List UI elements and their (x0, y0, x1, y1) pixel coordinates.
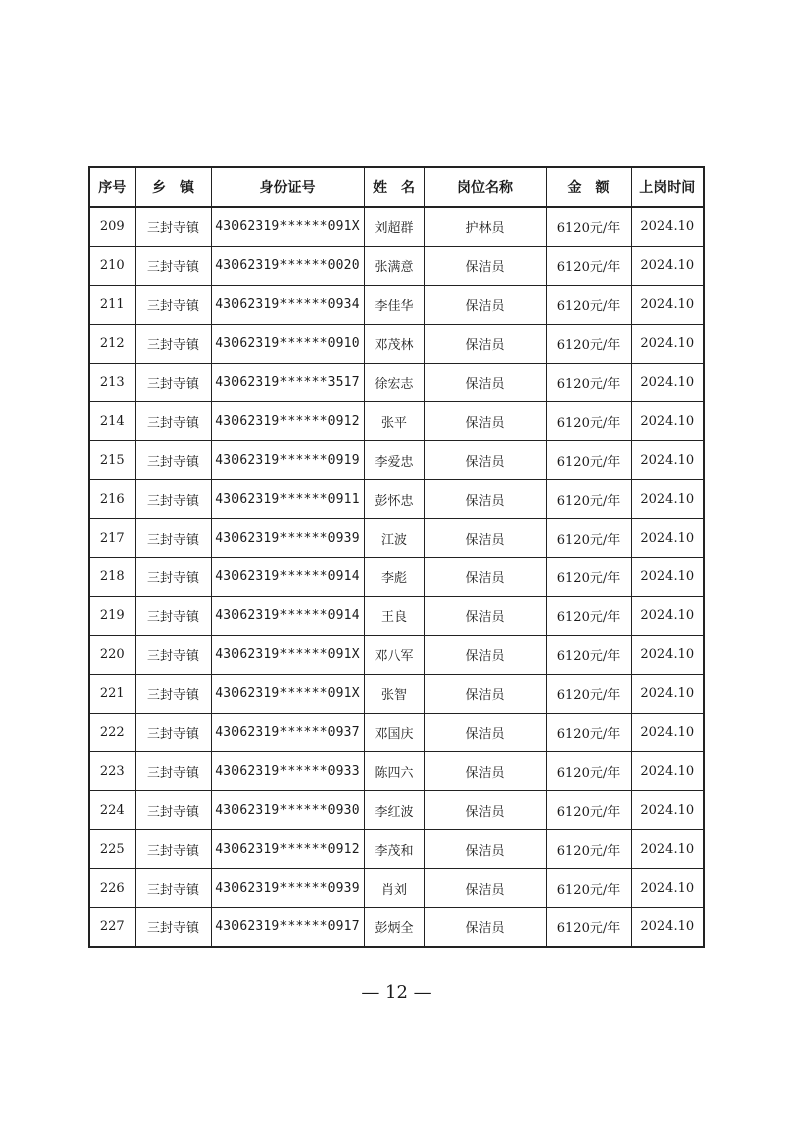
cell-town: 三封寺镇 (135, 791, 211, 830)
table-row (89, 674, 704, 713)
cell-town: 三封寺镇 (135, 596, 211, 635)
header-town: 乡 镇 (135, 167, 211, 207)
cell-amount: 6120元/年 (546, 635, 631, 674)
cell-position: 保洁员 (424, 285, 546, 324)
cell-name: 彭炳全 (364, 908, 424, 947)
cell-position: 保洁员 (424, 713, 546, 752)
cell-seq: 218 (89, 558, 135, 597)
cell-town: 三封寺镇 (135, 713, 211, 752)
cell-start-date: 2024.10 (631, 869, 704, 908)
table-row (89, 480, 704, 519)
cell-position: 保洁员 (424, 830, 546, 869)
cell-start-date: 2024.10 (631, 363, 704, 402)
cell-id-number: 43062319******3517 (211, 363, 364, 402)
cell-town: 三封寺镇 (135, 285, 211, 324)
cell-seq: 213 (89, 363, 135, 402)
cell-name: 张满意 (364, 246, 424, 285)
cell-town: 三封寺镇 (135, 480, 211, 519)
cell-position: 保洁员 (424, 558, 546, 597)
cell-start-date: 2024.10 (631, 246, 704, 285)
cell-seq: 212 (89, 324, 135, 363)
cell-seq: 227 (89, 908, 135, 947)
cell-town: 三封寺镇 (135, 635, 211, 674)
cell-name: 江波 (364, 519, 424, 558)
cell-amount: 6120元/年 (546, 558, 631, 597)
cell-town: 三封寺镇 (135, 363, 211, 402)
cell-start-date: 2024.10 (631, 480, 704, 519)
cell-start-date: 2024.10 (631, 324, 704, 363)
header-position: 岗位名称 (424, 167, 546, 207)
table-row (89, 324, 704, 363)
cell-amount: 6120元/年 (546, 869, 631, 908)
cell-seq: 217 (89, 519, 135, 558)
cell-name: 邓茂林 (364, 324, 424, 363)
cell-start-date: 2024.10 (631, 596, 704, 635)
cell-id-number: 43062319******0937 (211, 713, 364, 752)
cell-town: 三封寺镇 (135, 441, 211, 480)
table-row (89, 596, 704, 635)
cell-start-date: 2024.10 (631, 713, 704, 752)
cell-town: 三封寺镇 (135, 558, 211, 597)
cell-town: 三封寺镇 (135, 674, 211, 713)
cell-amount: 6120元/年 (546, 752, 631, 791)
cell-name: 徐宏志 (364, 363, 424, 402)
cell-id-number: 43062319******0914 (211, 558, 364, 597)
cell-id-number: 43062319******0919 (211, 441, 364, 480)
cell-position: 保洁员 (424, 596, 546, 635)
cell-position: 护林员 (424, 207, 546, 246)
cell-town: 三封寺镇 (135, 402, 211, 441)
cell-start-date: 2024.10 (631, 908, 704, 947)
cell-town: 三封寺镇 (135, 908, 211, 947)
cell-id-number: 43062319******0912 (211, 830, 364, 869)
cell-name: 李茂和 (364, 830, 424, 869)
cell-id-number: 43062319******0933 (211, 752, 364, 791)
header-name: 姓 名 (364, 167, 424, 207)
cell-position: 保洁员 (424, 674, 546, 713)
cell-name: 李佳华 (364, 285, 424, 324)
cell-start-date: 2024.10 (631, 519, 704, 558)
cell-name: 张平 (364, 402, 424, 441)
cell-position: 保洁员 (424, 480, 546, 519)
cell-name: 李彪 (364, 558, 424, 597)
cell-amount: 6120元/年 (546, 246, 631, 285)
cell-start-date: 2024.10 (631, 441, 704, 480)
cell-start-date: 2024.10 (631, 830, 704, 869)
cell-amount: 6120元/年 (546, 363, 631, 402)
cell-id-number: 43062319******0934 (211, 285, 364, 324)
cell-amount: 6120元/年 (546, 207, 631, 246)
cell-amount: 6120元/年 (546, 402, 631, 441)
table-row (89, 207, 704, 246)
cell-seq: 225 (89, 830, 135, 869)
cell-name: 张智 (364, 674, 424, 713)
table-row (89, 908, 704, 947)
header-id-number: 身份证号 (211, 167, 364, 207)
cell-id-number: 43062319******0912 (211, 402, 364, 441)
cell-position: 保洁员 (424, 869, 546, 908)
cell-name: 陈四六 (364, 752, 424, 791)
table-row (89, 752, 704, 791)
table-row (89, 402, 704, 441)
table-row (89, 713, 704, 752)
cell-name: 彭怀忠 (364, 480, 424, 519)
cell-seq: 210 (89, 246, 135, 285)
cell-start-date: 2024.10 (631, 207, 704, 246)
cell-position: 保洁员 (424, 363, 546, 402)
cell-seq: 211 (89, 285, 135, 324)
cell-seq: 219 (89, 596, 135, 635)
cell-id-number: 43062319******091X (211, 635, 364, 674)
cell-name: 邓国庆 (364, 713, 424, 752)
cell-amount: 6120元/年 (546, 324, 631, 363)
cell-seq: 216 (89, 480, 135, 519)
cell-start-date: 2024.10 (631, 791, 704, 830)
cell-seq: 224 (89, 791, 135, 830)
cell-position: 保洁员 (424, 519, 546, 558)
cell-town: 三封寺镇 (135, 869, 211, 908)
table-row (89, 558, 704, 597)
cell-amount: 6120元/年 (546, 674, 631, 713)
cell-amount: 6120元/年 (546, 908, 631, 947)
cell-amount: 6120元/年 (546, 791, 631, 830)
cell-start-date: 2024.10 (631, 752, 704, 791)
personnel-table (88, 166, 705, 948)
page-number: — 12 — (361, 982, 432, 1003)
cell-seq: 226 (89, 869, 135, 908)
cell-name: 王良 (364, 596, 424, 635)
header-start-date: 上岗时间 (631, 167, 704, 207)
table-row (89, 635, 704, 674)
cell-id-number: 43062319******0910 (211, 324, 364, 363)
cell-seq: 209 (89, 207, 135, 246)
cell-name: 李红波 (364, 791, 424, 830)
header-amount: 金 额 (546, 167, 631, 207)
cell-id-number: 43062319******0911 (211, 480, 364, 519)
cell-town: 三封寺镇 (135, 519, 211, 558)
cell-town: 三封寺镇 (135, 324, 211, 363)
cell-amount: 6120元/年 (546, 480, 631, 519)
cell-seq: 221 (89, 674, 135, 713)
cell-position: 保洁员 (424, 324, 546, 363)
table-row (89, 363, 704, 402)
cell-id-number: 43062319******0914 (211, 596, 364, 635)
cell-town: 三封寺镇 (135, 246, 211, 285)
cell-start-date: 2024.10 (631, 285, 704, 324)
cell-seq: 223 (89, 752, 135, 791)
cell-town: 三封寺镇 (135, 830, 211, 869)
cell-start-date: 2024.10 (631, 635, 704, 674)
cell-id-number: 43062319******0917 (211, 908, 364, 947)
table-row (89, 869, 704, 908)
cell-seq: 220 (89, 635, 135, 674)
cell-town: 三封寺镇 (135, 752, 211, 791)
cell-amount: 6120元/年 (546, 285, 631, 324)
cell-name: 邓八军 (364, 635, 424, 674)
cell-amount: 6120元/年 (546, 713, 631, 752)
cell-position: 保洁员 (424, 908, 546, 947)
table-row (89, 519, 704, 558)
cell-town: 三封寺镇 (135, 207, 211, 246)
cell-position: 保洁员 (424, 246, 546, 285)
cell-name: 刘超群 (364, 207, 424, 246)
cell-name: 肖刘 (364, 869, 424, 908)
table-row (89, 246, 704, 285)
cell-id-number: 43062319******0939 (211, 869, 364, 908)
cell-seq: 214 (89, 402, 135, 441)
cell-position: 保洁员 (424, 441, 546, 480)
cell-seq: 222 (89, 713, 135, 752)
cell-amount: 6120元/年 (546, 596, 631, 635)
cell-start-date: 2024.10 (631, 558, 704, 597)
table-row (89, 285, 704, 324)
cell-seq: 215 (89, 441, 135, 480)
cell-amount: 6120元/年 (546, 830, 631, 869)
cell-amount: 6120元/年 (546, 441, 631, 480)
cell-position: 保洁员 (424, 752, 546, 791)
cell-amount: 6120元/年 (546, 519, 631, 558)
table-row (89, 441, 704, 480)
cell-id-number: 43062319******091X (211, 674, 364, 713)
cell-id-number: 43062319******0930 (211, 791, 364, 830)
cell-id-number: 43062319******091X (211, 207, 364, 246)
cell-position: 保洁员 (424, 402, 546, 441)
cell-name: 李爱忠 (364, 441, 424, 480)
table-row (89, 791, 704, 830)
table-row (89, 830, 704, 869)
cell-id-number: 43062319******0939 (211, 519, 364, 558)
cell-start-date: 2024.10 (631, 674, 704, 713)
table-header-row (89, 167, 704, 207)
cell-start-date: 2024.10 (631, 402, 704, 441)
header-seq: 序号 (89, 167, 135, 207)
cell-id-number: 43062319******0020 (211, 246, 364, 285)
cell-position: 保洁员 (424, 791, 546, 830)
cell-position: 保洁员 (424, 635, 546, 674)
